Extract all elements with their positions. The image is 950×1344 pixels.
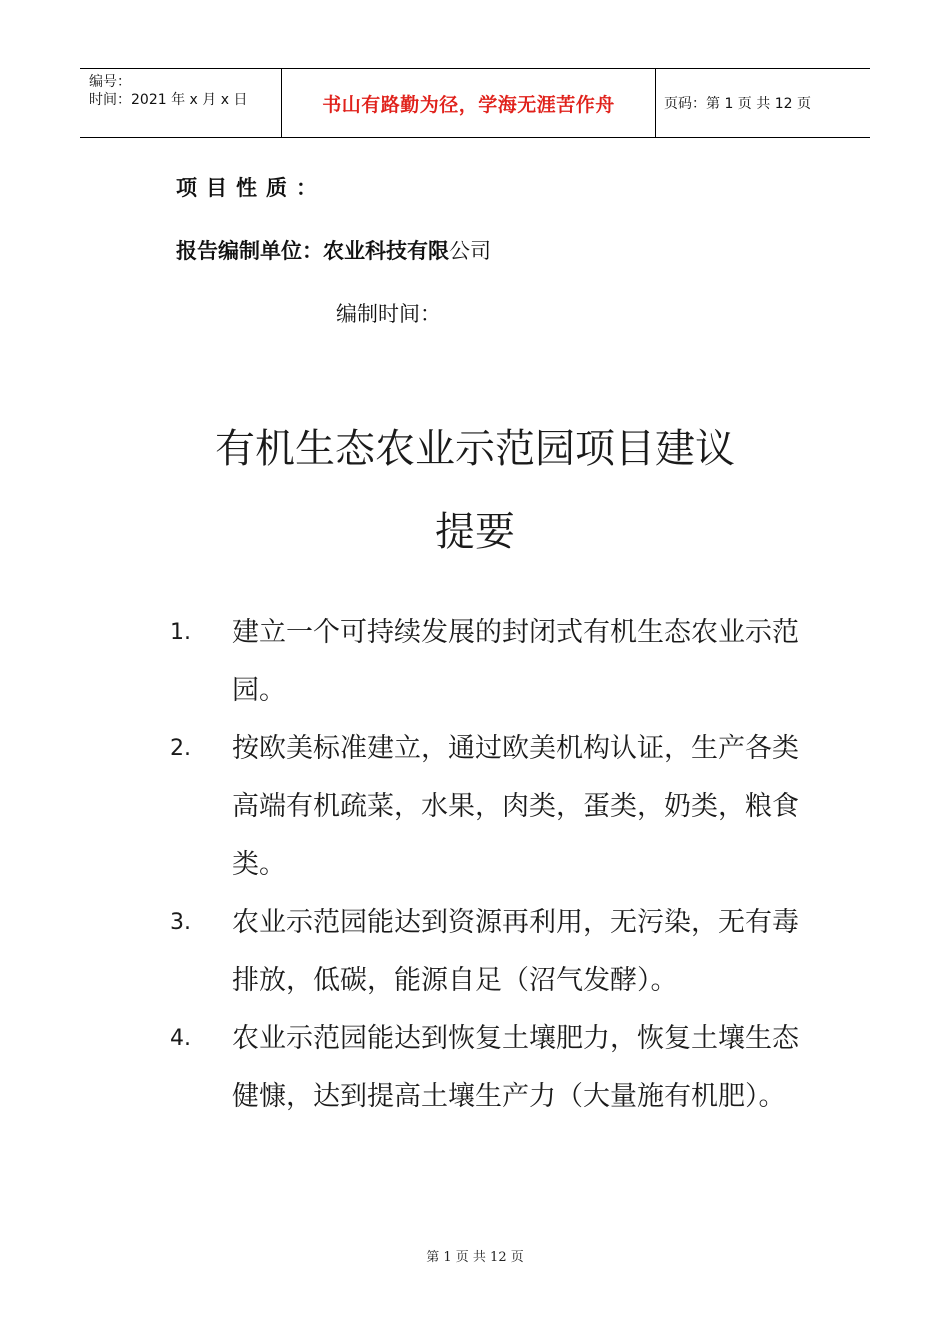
compile-time-label: 编制时间： xyxy=(336,302,441,326)
header-number-label: 编号： xyxy=(89,74,131,90)
list-item-number: 1. xyxy=(170,620,191,645)
list-item xyxy=(170,894,820,1010)
list-item xyxy=(170,1010,820,1126)
proposal-list xyxy=(170,604,820,1126)
report-unit-suffix: 公司 xyxy=(449,239,491,263)
header-page-info: 页码：第 1 页 共 12 页 xyxy=(664,96,811,112)
list-item xyxy=(170,604,820,720)
document-title-line1: 有机生态农业示范园项目建议 xyxy=(215,426,735,472)
document-header xyxy=(80,68,870,138)
list-item-number: 3. xyxy=(170,910,191,935)
header-motto: 书山有路勤为径，学海无涯苦作舟 xyxy=(282,69,656,137)
document-title-line2: 提要 xyxy=(435,509,515,555)
header-time-label: 时间：2021 年 x 月 x 日 xyxy=(89,92,248,108)
list-item-number: 4. xyxy=(170,1026,191,1051)
report-unit-line xyxy=(176,235,491,265)
report-unit-label: 报告编制单位： xyxy=(176,239,323,263)
list-item xyxy=(170,720,820,894)
list-item-text: 建立一个可持续发展的封闭式有机生态农业示范园。 xyxy=(232,617,799,706)
header-meta xyxy=(80,69,282,137)
list-item-text: 农业示范园能达到资源再利用，无污染，无有毒排放，低碳，能源自足（沼气发酵）。 xyxy=(232,907,799,996)
project-nature-label: 项目性质： xyxy=(176,176,326,200)
list-item-text: 按欧美标准建立，通过欧美机构认证，生产各类高端有机疏菜，水果，肉类，蛋类，奶类，粮食类。 xyxy=(232,733,799,880)
list-item-text: 农业示范园能达到恢复土壤肥力，恢复土壤生态健慷，达到提高土壤生产力（大量施有机肥）。 xyxy=(232,1023,799,1112)
report-unit-value: 农业科技有限 xyxy=(323,239,449,263)
list-item-number: 2. xyxy=(170,736,191,761)
page-footer: 第 1 页 共 12 页 xyxy=(426,1250,524,1265)
